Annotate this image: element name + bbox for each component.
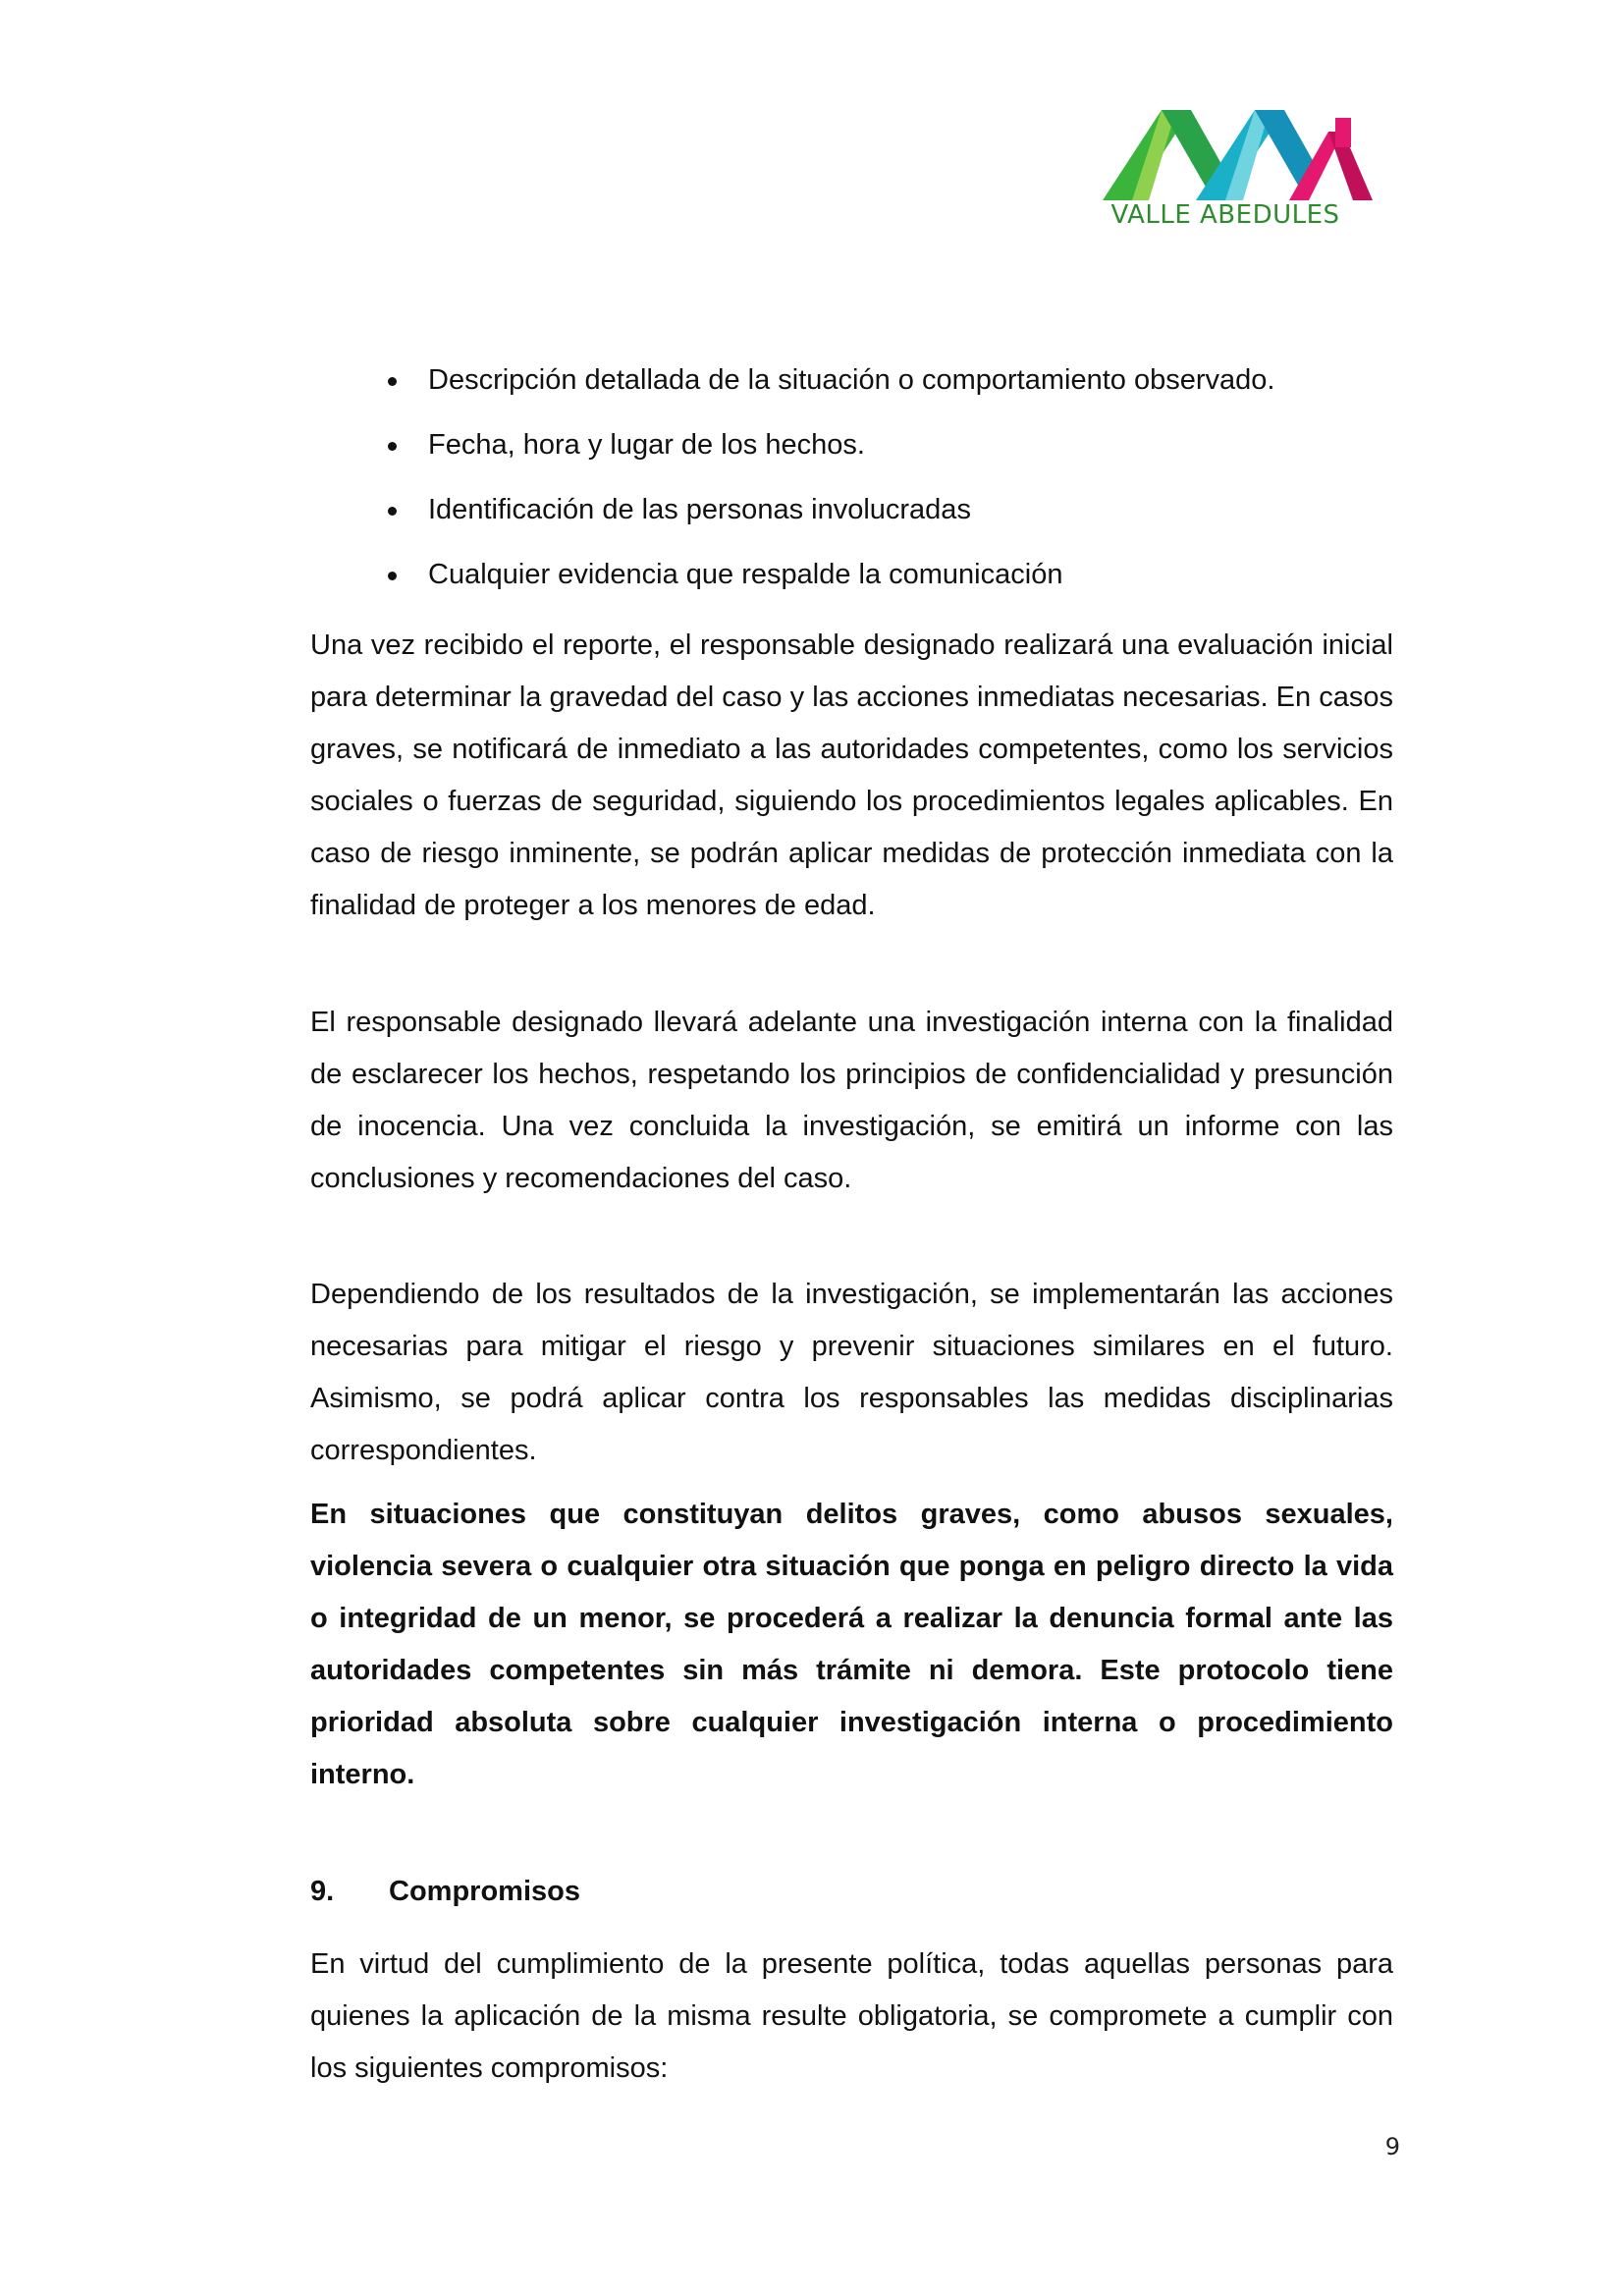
bullet-icon — [388, 572, 397, 580]
section-title: Compromisos — [389, 1876, 580, 1907]
list-item — [379, 363, 1400, 398]
list-item-text: Descripción detallada de la situación o comportamiento observado. — [428, 364, 1275, 396]
list-item-text: Cualquier evidencia que respalde la comunicación — [428, 559, 1063, 590]
logo-mark — [1078, 102, 1373, 200]
list-item — [379, 493, 1400, 527]
paragraph-investigation: El responsable designado llevará adelante una investigación interna con la finalidad de esclarecer los hechos, respetando los principios de confidencialidad y presunción de inocencia. Una vez concluida la investigación, se emitirá un informe con las conclusiones y recomendaciones del caso. — [310, 1007, 1393, 1194]
bullet-icon — [388, 377, 397, 386]
paragraph-serious-crimes: En situaciones que constituyan delitos graves, como abusos sexuales, violencia severa o cualquier otra situación que ponga en peligro directo la vida o integridad de un menor, se procederá a realizar la denuncia formal ante las autoridades competentes sin más trámite ni demora. Este protocolo tiene prioridad absoluta sobre cualquier investigación interna o procedimiento interno. — [310, 1499, 1393, 1790]
company-logo — [1078, 102, 1373, 240]
page-number: 9 — [1384, 2133, 1400, 2160]
logo-text: VALLE ABEDULES — [1110, 200, 1340, 230]
bullet-icon — [388, 442, 397, 451]
section-body: En virtud del cumplimiento de la presente política, todas aquellas personas para quienes la aplicación de la misma resulte obligatoria, se compromete a cumplir con los siguientes compromisos: — [310, 1948, 1393, 2084]
bullet-icon — [388, 507, 397, 516]
requirements-list — [379, 363, 1400, 623]
section-heading — [310, 1872, 580, 1911]
list-item-text: Identificación de las personas involucradas — [428, 494, 971, 525]
list-item — [379, 428, 1400, 463]
section-number: 9. — [310, 1876, 335, 1907]
paragraph-evaluation: Una vez recibido el reporte, el responsable designado realizará una evaluación inicial para determinar la gravedad del caso y las acciones inmediatas necesarias. En casos graves, se notificará de inmediato a las autoridades competentes, como los servicios sociales o fuerzas de seguridad, siguiendo los procedimientos legales aplicables. En caso de riesgo inminente, se podrán aplicar medidas de protección inmediata con la finalidad de proteger a los menores de edad. — [310, 629, 1393, 921]
list-item-text: Fecha, hora y lugar de los hechos. — [428, 429, 865, 461]
paragraph-actions: Dependiendo de los resultados de la investigación, se implementarán las acciones necesarias para mitigar el riesgo y prevenir situaciones similares en el futuro. Asimismo, se podrá aplicar contra los responsables las medidas disciplinarias correspondientes. — [310, 1279, 1393, 1466]
list-item — [379, 558, 1400, 592]
